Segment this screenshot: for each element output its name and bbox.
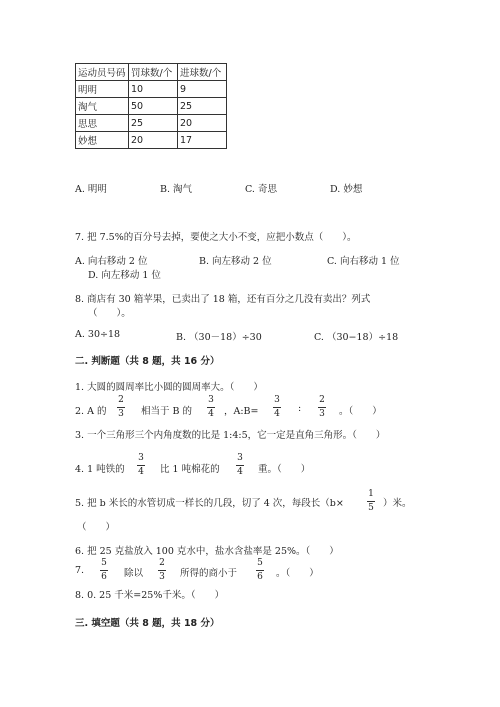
judgement-8: 8. 0. 25 千米=25%千米。（ ）	[75, 590, 225, 601]
judgement-4-part-b: 比 1 吨棉花的	[160, 464, 220, 475]
numerator: 1	[368, 489, 374, 499]
section-heading-fill-blank: 三. 填空题（共 8 题，共 18 分）	[75, 618, 220, 629]
table-cell: 明明	[76, 81, 129, 98]
numerator: 5	[257, 558, 263, 568]
q8-text-line1: 8. 商店有 30 箱苹果，已卖出了 18 箱，还有百分之几没有卖出？列式	[75, 294, 371, 305]
denominator: 4	[138, 467, 144, 477]
q6-option-d: D. 妙想	[330, 184, 363, 195]
denominator: 6	[101, 572, 107, 582]
denominator: 4	[208, 409, 214, 419]
denominator: 3	[319, 409, 325, 419]
denominator: 6	[257, 572, 263, 582]
table-row	[76, 115, 227, 132]
numerator: 3	[138, 453, 144, 463]
fraction	[158, 558, 166, 583]
fraction	[137, 453, 145, 478]
table-header-cell: 进球数/个	[178, 64, 227, 81]
fraction-bar	[137, 465, 145, 466]
numerator: 3	[237, 453, 243, 463]
fraction-bar	[367, 501, 375, 502]
judgement-2-part-d: :	[298, 403, 302, 414]
q7-option-c: C. 向右移动 1 位	[327, 256, 400, 267]
table-header-cell: 运动员号码	[76, 64, 129, 81]
numerator: 2	[118, 395, 124, 405]
section-heading-judgement: 二. 判断题（共 8 题，共 16 分）	[75, 356, 220, 367]
table-header-cell: 罚球数/个	[129, 64, 178, 81]
fraction	[236, 453, 244, 478]
fraction	[318, 395, 326, 420]
q7-option-b: B. 向左移动 2 位	[199, 256, 272, 267]
q7-option-a: A. 向右移动 2 位	[75, 256, 148, 267]
fraction	[273, 395, 281, 420]
fraction-bar	[318, 407, 326, 408]
judgement-3: 3. 一个三角形三个内角度数的比是 1:4:5，它一定是直角三角形。（ ）	[75, 430, 386, 441]
fraction	[117, 395, 125, 420]
table-cell: 10	[129, 81, 178, 98]
fraction	[207, 395, 215, 420]
table-cell: 9	[178, 81, 227, 98]
judgement-7-part-b: 除以	[124, 568, 144, 579]
q7-option-d: D. 向左移动 1 位	[88, 270, 161, 281]
numerator: 3	[208, 395, 214, 405]
table-row	[76, 98, 227, 115]
denominator: 3	[118, 409, 124, 419]
judgement-7-part-d: 。（ ）	[276, 568, 319, 579]
numerator: 2	[159, 558, 165, 568]
judgement-2-part-b: 相当于 B 的	[141, 406, 193, 417]
table-cell: 25	[178, 98, 227, 115]
judgement-7-part-c: 所得的商小于	[180, 568, 238, 579]
judgement-2-part-c: ，A:B=	[224, 406, 259, 417]
table-cell: 20	[178, 115, 227, 132]
fraction	[100, 558, 108, 583]
q8-option-b: B. （30－18）÷30	[176, 332, 262, 343]
fraction-bar	[100, 570, 108, 571]
judgement-1: 1. 大圆的圆周率比小圆的圆周率大。（ ）	[75, 382, 263, 393]
numerator: 2	[319, 395, 325, 405]
table-header-row	[76, 64, 227, 81]
fraction-bar	[158, 570, 166, 571]
judgement-2-part-a: 2. A 的	[75, 406, 107, 417]
table-cell: 20	[129, 132, 178, 149]
q8-option-a: A. 30÷18	[75, 329, 121, 340]
denominator: 5	[368, 503, 374, 513]
judgement-5-part-a: 5. 把 b 米长的水管切成一样长的几段，切了 4 次，每段长（b×	[75, 498, 344, 509]
q6-option-a: A. 明明	[75, 184, 107, 195]
judgement-2-part-e: 。（ ）	[339, 406, 382, 417]
denominator: 4	[237, 467, 243, 477]
judgement-7-part-a: 7.	[75, 565, 85, 576]
q8-text-line2: （ ）。	[88, 308, 131, 319]
q8-option-c: C. （30−18）÷18	[314, 332, 399, 343]
judgement-5-line2: （ ）	[77, 522, 116, 533]
judgement-4-part-a: 4. 1 吨铁的	[75, 464, 125, 475]
q6-option-c: C. 奇思	[245, 184, 277, 195]
table-row	[76, 81, 227, 98]
table-cell: 妙想	[76, 132, 129, 149]
numerator: 5	[101, 558, 107, 568]
data-table	[75, 63, 227, 149]
numerator: 3	[274, 395, 280, 405]
judgement-4-part-c: 重。（ ）	[258, 464, 311, 475]
table-cell: 50	[129, 98, 178, 115]
table-cell: 25	[129, 115, 178, 132]
judgement-5-part-b: ）米。	[383, 498, 412, 509]
fraction	[256, 558, 264, 583]
denominator: 4	[274, 409, 280, 419]
table-row	[76, 132, 227, 149]
denominator: 3	[159, 572, 165, 582]
fraction-bar	[207, 407, 215, 408]
table-cell: 淘气	[76, 98, 129, 115]
fraction	[367, 489, 375, 514]
fraction-bar	[117, 407, 125, 408]
q6-option-b: B. 淘气	[160, 184, 193, 195]
table-cell: 17	[178, 132, 227, 149]
judgement-6: 6. 把 25 克盐放入 100 克水中，盐水含盐率是 25%。（ ）	[75, 546, 339, 557]
fraction-bar	[256, 570, 264, 571]
table-cell: 思思	[76, 115, 129, 132]
fraction-bar	[236, 465, 244, 466]
fraction-bar	[273, 407, 281, 408]
q7-text: 7. 把 7.5%的百分号去掉，要使之大小不变，应把小数点（ ）。	[75, 232, 357, 243]
